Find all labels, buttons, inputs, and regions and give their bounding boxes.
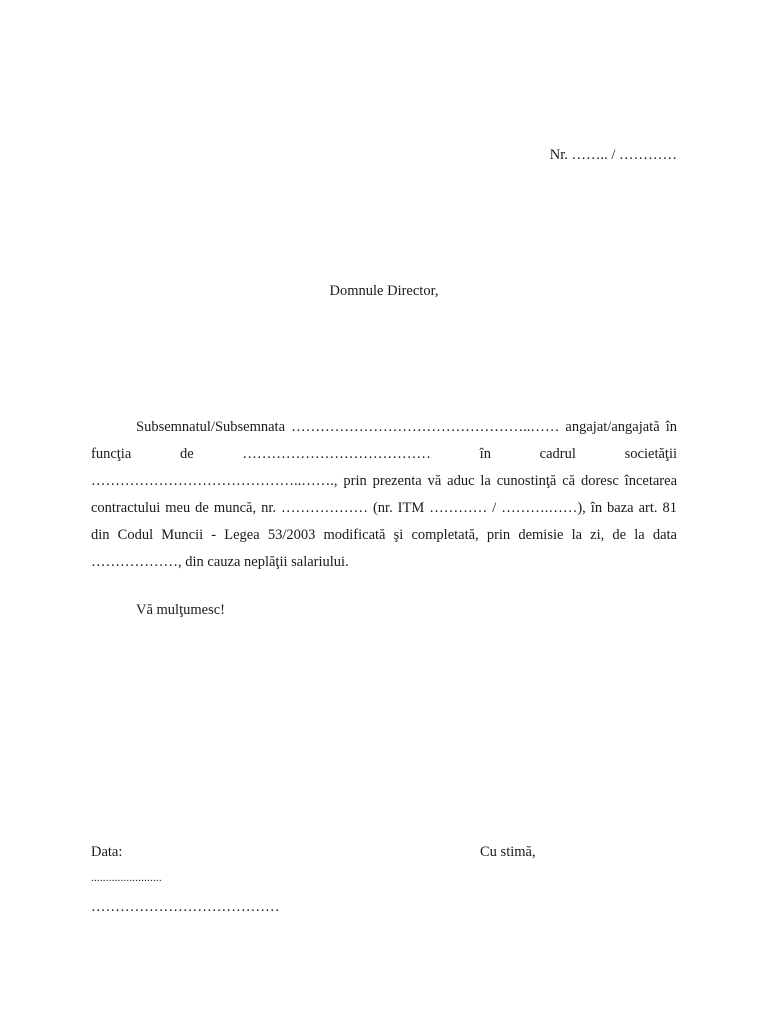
signature-placeholder: ………………………………… (91, 899, 280, 915)
body-paragraph: Subsemnatul/Subsemnata …………………………………………..…… angajat/angajată în funcţia de ………………………………… în cadrul societăţii ……………………………………..……., prin prezenta vă aduc la cunostinţă că doresc încetarea contractului meu de muncă, nr. ……………… (nr. ITM ………… / ……….……), în baza art. 81 din Codul Muncii - Legea 53/2003 modificată şi completată, prin demisie la zi, de la data ………………, din cauza neplăţii salariului. (91, 419, 677, 570)
thanks-line: Vă mulţumesc! (136, 602, 225, 618)
salutation: Domnule Director, (329, 283, 439, 299)
closing-line: Cu stimă, (480, 844, 536, 860)
date-label: Data: (91, 844, 123, 860)
letter-body (91, 414, 677, 576)
date-placeholder: ........................ (91, 872, 162, 884)
registration-number: Nr. …….. / ………… (549, 147, 677, 163)
